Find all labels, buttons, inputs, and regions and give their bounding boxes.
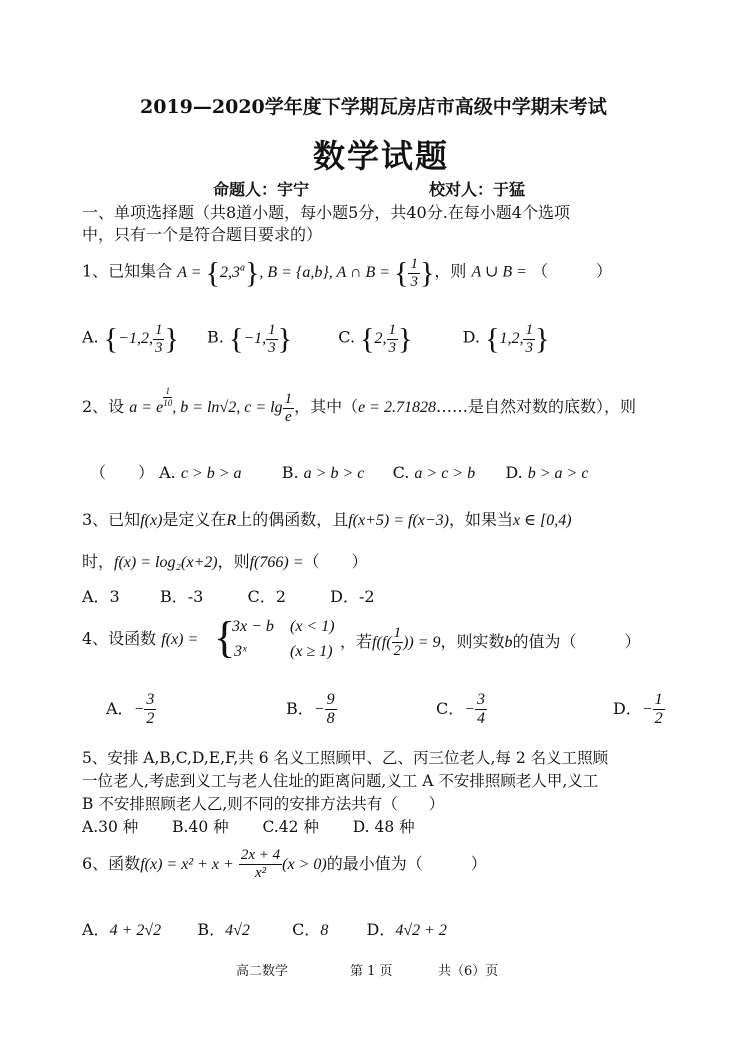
q1-option-c: {2, $\frac{1}{3}$ } [360,321,413,356]
footer-page: 第 1 页 [350,964,393,979]
q6-expr-post: (x > 0) [282,856,327,873]
question-1 [82,256,612,290]
q2-e-value: e = 2.71828 [358,399,436,417]
q4-piece2: 3ˣ [234,643,247,660]
q6-option-a: 4 + 2√2 [109,922,162,939]
q1-option-a-letter: A. [82,327,99,347]
q2-definitions: a = e $^{\frac{1}{10}}$ , b = ln√2, c = lg $\frac{1}{e}$ [129,386,293,425]
q6-prefix: 6、函数 [82,854,141,873]
q5-option-c: C.42 种 [262,818,319,836]
q1-option-c-letter: C. [338,327,356,347]
question-3-line2 [82,549,368,572]
q6-options: A．4 + 2√2 B．4√2 C．8 D．4√2 + 2 [82,920,447,939]
q3-target: f(766) = [249,554,304,571]
q6-option-c: 8 [320,922,329,939]
q2-option-d-letter: D. [505,463,523,482]
q4-cond-pre: f(f( [372,634,392,651]
footer-subject: 高二数学 [236,964,289,979]
q3-suffix: ，如果当 [449,510,514,529]
section-heading-line1: 一、单项选择题（共8道小题，每小题5分，共40分.在每小题4个选项 [82,203,570,222]
q6-fraction: $\frac{2x + 4}{\text{x²}}$ [240,847,281,881]
q4-cond2: (x ≥ 1) [290,643,333,660]
question-6 [82,848,487,881]
q5-option-b: B.40 种 [172,818,229,836]
q3-mid: 是定义在 [162,510,227,529]
q2-option-a-letter: A. [159,463,176,482]
q6-option-b: 4√2 [225,922,250,939]
q3-R: R [226,512,237,529]
q3-line2-mid: ，则 [217,552,250,571]
question-3-line1 [82,507,572,530]
q2-suffix: ……是自然对数的底数），则 [435,397,636,417]
q1-options [82,322,549,356]
q6-suffix: 的最小值为（ ） [326,854,487,873]
q4-half: $\frac{1}{2}$ [393,625,402,659]
q4-prefix: 4、设函数 [82,629,157,648]
q2-prefix: 2、设 [82,397,125,417]
q2-blank: （ ） [90,463,155,482]
q2-option-a: c > b > a [180,465,242,482]
q3-fx: f(x) [140,512,163,529]
q3-option-b: B．-3 [159,587,204,606]
question-4 [82,618,199,648]
q3-blank: （ ） [303,552,368,571]
section-heading-line2: 中，只有一个是符合题目要求的） [82,225,323,244]
q4-option-a: A．− $\frac{3}{2}$ [106,691,155,727]
q3-def: f(x) = log₂(x+2) [114,554,218,571]
q1-option-a: {−1,2, $\frac{1}{3}$ } [103,321,179,356]
q5-option-d: D. 48 种 [352,818,415,836]
q6-expr-pre: f(x) = x² + x + [140,856,234,873]
q6-option-d: 4√2 + 2 [395,922,447,939]
q2-option-b: a > b > c [303,465,365,482]
question-5-line1: 5、安排 A,B,C,D,E,F,共 6 名义工照顾甲、乙、丙三位老人,每 2 名义工照顾 [82,749,609,767]
q4-condition-line [340,626,641,659]
q3-condition: f(x+5) = f(x−3) [348,512,449,529]
proofreader-label: 校对人：于猛 [429,180,526,199]
q2-option-c-letter: C. [392,463,410,482]
q4-brace: { [214,613,236,662]
q5-options [82,815,415,837]
q3-prefix: 3、已知 [82,510,141,529]
q2-option-c: a > c > b [414,465,476,482]
q1-prefix: 1、已知集合 [82,261,173,281]
q1-option-b-letter: B. [207,327,224,347]
q4-option-d: D．− $\frac{1}{2}$ [613,691,663,727]
author-label: 命题人：宇宁 [213,180,310,199]
q4-cond1: (x < 1) [290,618,335,635]
q2-mid: ，其中（ [294,397,359,417]
q4-option-c: C．− $\frac{3}{4}$ [436,691,486,727]
q4-fx: f(x) = [161,631,199,648]
q1-option-d: {1,2, $\frac{1}{3}$ } [485,321,550,356]
q1-blank: （ ） [532,261,613,281]
q1-option-d-letter: D. [462,327,480,347]
q1-union: A ∪ B = [471,263,527,281]
q2-option-b-letter: B. [281,463,299,482]
q4-b: b [504,634,513,651]
q3-option-c: C．2 [247,587,286,606]
q3-interval: x ∈ [0,4) [513,512,572,529]
q5-option-a: A.30 种 [82,818,139,836]
q4-suffix2: 的值为（ ） [512,632,641,651]
q4-option-b: B．− $\frac{9}{8}$ [286,691,335,727]
question-5-line3: B 不安排照顾老人乙,则不同的安排方法共有（ ） [82,795,445,813]
q4-suffix: ，则实数 [440,632,505,651]
question-2 [82,386,636,425]
q4-mid: ，若 [340,632,373,651]
q3-line2-prefix: 时， [82,552,115,571]
q3-option-a: A．3 [82,587,120,606]
q3-option-d: D．-2 [330,587,375,606]
exam-title: 2019—2020学年度下学期瓦房店市高级中学期末考试 [140,96,607,118]
q4-piece1: 3x − b [232,618,274,635]
q1-option-b: {−1, $\frac{1}{3}$ } [228,321,293,356]
q1-sets-math: A = {2,3$^a$}, B = {a,b}, A ∩ B = { $\frac{1}{3}$ } [177,255,435,290]
q2-option-d: b > a > c [527,465,589,482]
q4-cond-post: )) = 9 [403,634,441,651]
q3-mid2: 上的偶函数，且 [236,510,349,529]
q3-options [82,584,375,607]
question-5-line2: 一位老人,考虑到义工与老人住址的距离问题,义工 A 不安排照顾老人甲,义工 [82,772,599,790]
footer-total: 共（6）页 [438,964,499,979]
q2-options [90,460,588,483]
q1-mid: ，则 [434,261,467,281]
subject-title: 数学试题 [313,137,450,175]
